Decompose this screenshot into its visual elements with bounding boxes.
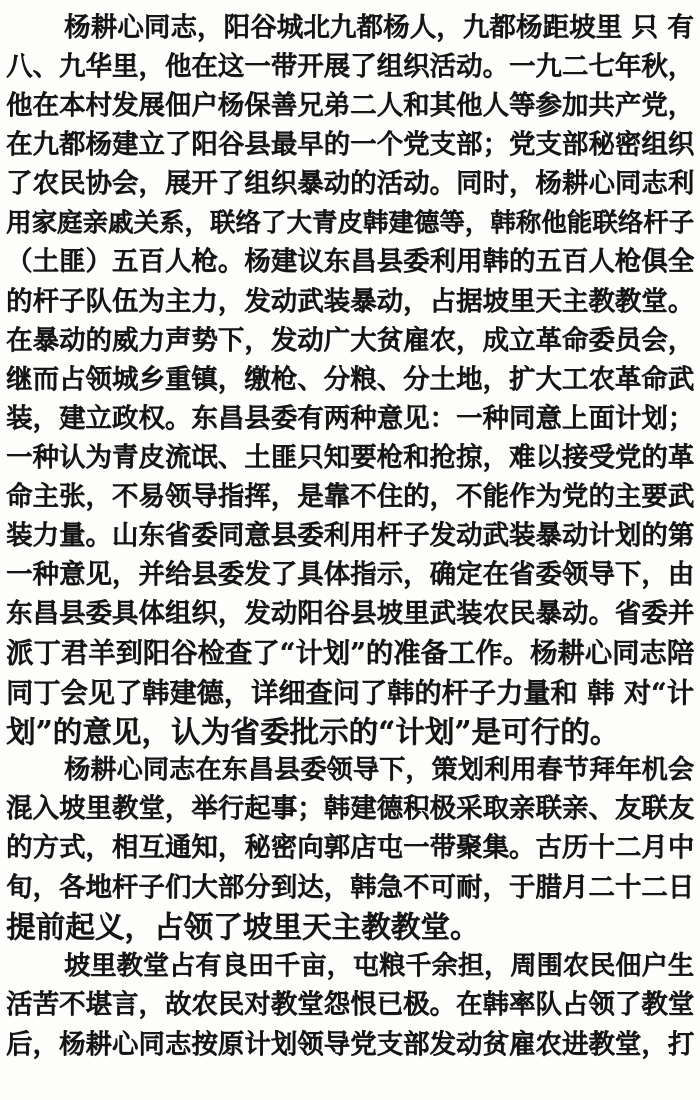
text-line: 一种意见，并给县委发了具体指示，确定在省委领导下，由	[6, 559, 695, 590]
text-line: 命主张，不易领导指挥，是靠不住的，不能作为党的主要武	[6, 481, 695, 512]
text-line: 装力量。山东省委同意县委利用杆子发动武装暴动计划的第	[6, 520, 695, 551]
text-line: 同丁会见了韩建德，详细查问了韩的杆子力量和 韩 对“计	[6, 677, 694, 709]
text-line: 东昌县委具体组织，发动阳谷县坡里武装农民暴动。省委并	[6, 598, 695, 629]
text-line: 一种认为青皮流氓、土匪只知要枪和抢掠，难以接受党的革	[6, 442, 695, 473]
text-line: 活苦不堪言，故农民对教堂怨恨已极。在韩率队占领了教堂	[6, 989, 695, 1020]
text-line: 提前起义，占领了坡里天主教教堂。	[6, 909, 480, 944]
text-line: 后，杨耕心同志按原计划领导党支部发动贫雇农进教堂，打	[6, 1029, 695, 1060]
paragraph-first-line: 杨耕心同志在东昌县委领导下，策划利用春节拜年机会	[64, 754, 694, 785]
text-line: 在暴动的威力声势下，发动广大贫雇农，成立革命委员会，	[6, 325, 695, 356]
text-line: 在九都杨建立了阳谷县最早的一个党支部；党支部秘密组织	[6, 129, 695, 160]
text-line: 他在本村发展佃户杨保善兄弟二人和其他人等参加共产党，	[6, 90, 695, 121]
paragraph-first-line: 坡里教堂占有良田千亩，屯粮千余担，周围农民佃户生	[64, 950, 694, 981]
text-line: 的杆子队伍为主力，发动武装暴动，占据坡里天主教教堂。	[6, 286, 695, 317]
text-line: 继而占领城乡重镇，缴枪、分粮、分土地，扩大工农革命武	[6, 364, 695, 395]
text-line: 的方式，相互通知，秘密向郭店屯一带聚集。古历十二月中	[6, 832, 695, 863]
text-line: （土匪）五百人枪。杨建议东昌县委利用韩的五百人枪俱全	[6, 246, 695, 277]
text-line: 用家庭亲戚关系，联络了大青皮韩建德等，韩称他能联络杆子	[6, 208, 695, 238]
text-line: 划”的意见，认为省委批示的“计划”是可行的。	[6, 714, 620, 749]
text-line: 装，建立政权。东昌县委有两种意见：一种同意上面计划；	[6, 403, 695, 434]
paragraph-first-line: 杨耕心同志，阳谷城北九都杨人，九都杨距坡里 只 有	[64, 12, 694, 43]
text-line: 了农民协会，展开了组织暴动的活动。同时，杨耕心同志利	[6, 168, 695, 199]
text-line: 混入坡里教堂，举行起事；韩建德积极采取亲联亲、友联友	[6, 793, 695, 824]
text-line: 派丁君羊到阳谷检查了“计划”的准备工作。杨耕心同志陪	[6, 637, 695, 669]
text-line: 旬，各地杆子们大部分到达，韩急不可耐，于腊月二十二日	[6, 872, 695, 903]
text-line: 八、九华里，他在这一带开展了组织活动。一九二七年秋，	[6, 51, 695, 82]
